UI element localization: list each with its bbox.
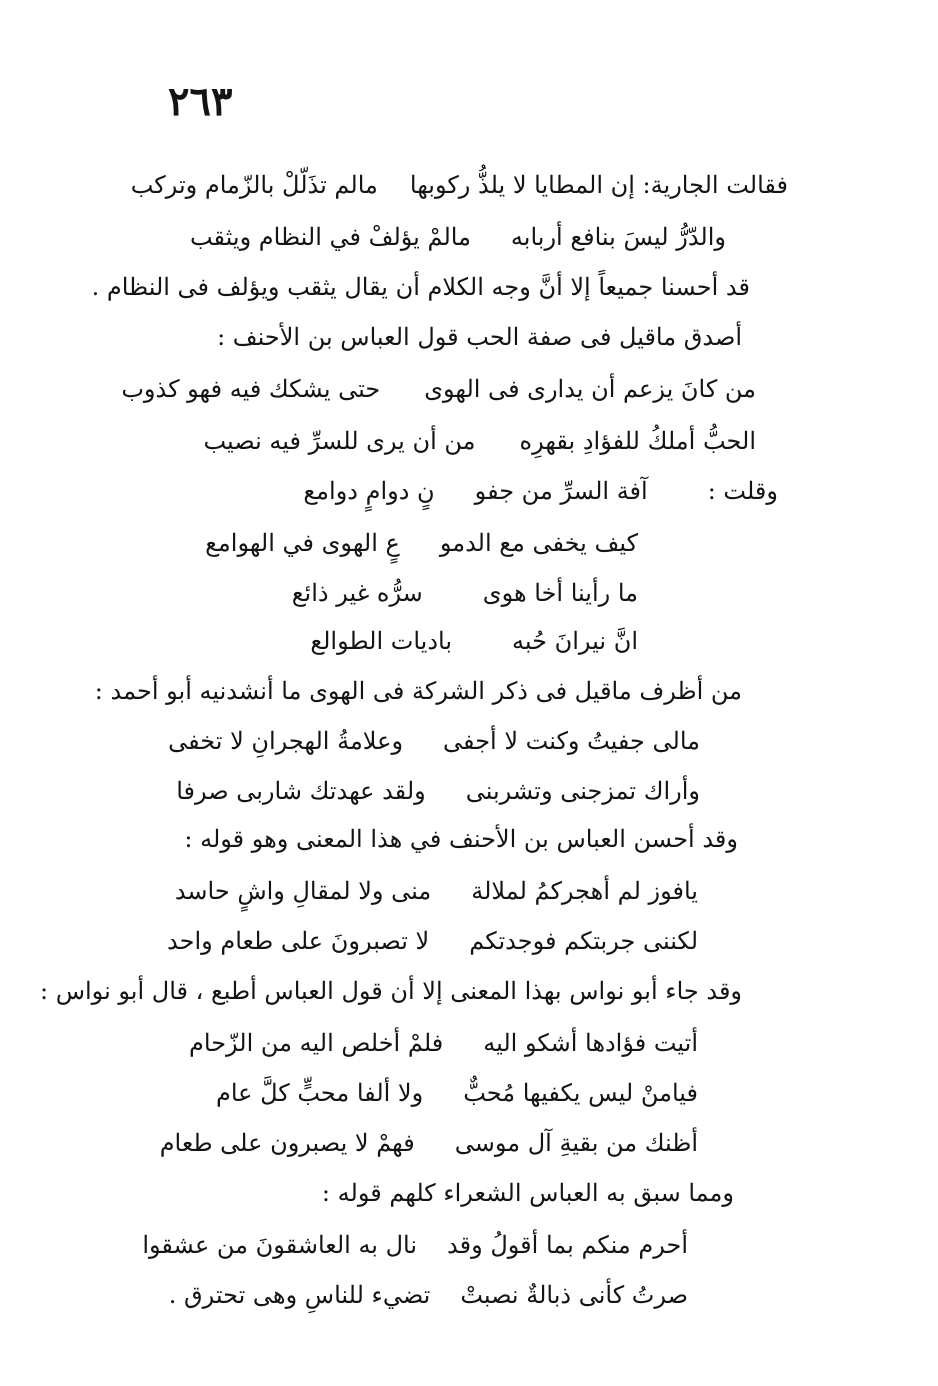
verse-10-first-hemistich: انَّ نيرانَ حُبه xyxy=(512,627,638,655)
verse-23-first-hemistich: صرتُ كأنى ذبالةٌ نصبتْ xyxy=(460,1281,688,1309)
verse-line-1 xyxy=(131,170,788,200)
verse-6-second-hemistich: من أن يرى للسرِّ فيه نصيب xyxy=(203,427,476,455)
verse-9-second-hemistich: سرُّه غير ذائع xyxy=(291,579,423,607)
heading-line-14: وقد أحسن العباس بن الأحنف في هذا المعنى وهو قوله : xyxy=(184,825,738,853)
verse-line-8 xyxy=(205,528,638,558)
verse-line-5 xyxy=(121,374,756,404)
heading-line-17: وقد جاء أبو نواس بهذا المعنى إلا أن قول العباس أطبع ، قال أبو نواس : xyxy=(40,977,742,1005)
heading-line-21: ومما سبق به العباس الشعراء كلهم قوله : xyxy=(321,1179,734,1207)
verse-8-first-hemistich: كيف يخفى مع الدمو xyxy=(439,529,638,557)
verse-13-second-hemistich: ولقد عهدتك شاربى صرفا xyxy=(176,777,426,805)
verse-15-first-hemistich: يافوز لم أهجركمُ لملالة xyxy=(471,877,698,905)
heading-line-4: أصدق ماقيل فى صفة الحب قول العباس بن الأحنف : xyxy=(217,323,742,351)
verse-18-second-hemistich: فلمْ أخلص اليه من الزّحام xyxy=(189,1029,444,1057)
verse-22-first-hemistich: أحرم منكم بما أقولُ وقد xyxy=(447,1231,688,1259)
verse-23-second-hemistich: تضيء للناسِ وهى تحترق . xyxy=(168,1281,431,1309)
verse-line-23 xyxy=(169,1280,688,1310)
verse-7-first-hemistich: آفة السرِّ من جفو xyxy=(474,477,648,505)
verse-7-second-hemistich: نٍ دوامٍ دوامع xyxy=(303,477,435,505)
verse-5-first-hemistich: من كانَ يزعم أن يدارى فى الهوى xyxy=(424,375,756,403)
verse-line-22 xyxy=(142,1230,688,1260)
verse-20-first-hemistich: أظنك من بقيةِ آل موسى xyxy=(454,1129,698,1157)
verse-1-first-hemistich: فقالت الجارية: إن المطايا لا يلذُّ ركوبها xyxy=(409,171,788,199)
verse-6-first-hemistich: الحبُّ أملكُ للفؤادِ بقهرِه xyxy=(519,427,756,455)
page-number: ٢٦٣ xyxy=(168,78,233,125)
verse-line-16 xyxy=(167,926,698,956)
verse-line-18 xyxy=(189,1028,698,1058)
verse-22-second-hemistich: نال به العاشقونَ من عشقوا xyxy=(142,1231,418,1259)
verse-15-second-hemistich: منى ولا لمقالِ واشٍ حاسد xyxy=(174,877,432,905)
verse-19-first-hemistich: فيامنْ ليس يكفيها مُحبٌّ xyxy=(463,1079,698,1107)
verse-line-13 xyxy=(176,776,700,806)
verse-1-second-hemistich: مالم تذَلّلْ بالزّمام وتركب xyxy=(130,171,378,199)
verse-13-first-hemistich: وأراك تمزجنى وتشربنى xyxy=(465,777,700,805)
verse-19-second-hemistich: ولا ألفا محبٍّ كلَّ عام xyxy=(215,1079,424,1107)
verse-2-second-hemistich: مالمْ يؤلفْ في النظام ويثقب xyxy=(189,223,471,251)
verse-12-second-hemistich: وعلامةُ الهجرانِ لا تخفى xyxy=(168,727,404,755)
verse-line-2 xyxy=(190,222,726,252)
verse-line-9 xyxy=(292,578,638,608)
verse-line-15 xyxy=(175,876,698,906)
prose-line-3: قد أحسنا جميعاً إلا أنَّ وجه الكلام أن يقال يثقب ويؤلف فى النظام . xyxy=(91,273,750,301)
heading-line-11: من أظرف ماقيل فى ذكر الشركة فى الهوى ما أنشدنيه أبو أحمد : xyxy=(94,677,742,705)
verse-line-6 xyxy=(203,426,756,456)
verse-2-first-hemistich: والدّرُّ ليسَ بنافع أربابه xyxy=(510,223,726,251)
verse-8-second-hemistich: عٍ الهوى في الهوامع xyxy=(205,529,400,557)
verse-line-10 xyxy=(310,626,638,656)
verse-12-first-hemistich: مالى جفيتُ وكنت لا أجفى xyxy=(443,727,700,755)
verse-5-second-hemistich: حتى يشكك فيه فهو كذوب xyxy=(121,375,381,403)
verse-10-second-hemistich: باديات الطوالع xyxy=(310,627,453,655)
verse-16-second-hemistich: لا تصبرونَ على طعام واحد xyxy=(167,927,430,955)
verse-line-7 xyxy=(303,476,778,506)
verse-20-second-hemistich: فهمْ لا يصبرون على طعام xyxy=(159,1129,415,1157)
verse-18-first-hemistich: أتيت فؤادها أشكو اليه xyxy=(483,1029,698,1057)
poem-intro-label: وقلت : xyxy=(707,477,778,505)
verse-line-12 xyxy=(168,726,700,756)
verse-line-20 xyxy=(160,1128,698,1158)
verse-9-first-hemistich: ما رأينا أخا هوى xyxy=(482,579,638,607)
verse-line-19 xyxy=(216,1078,698,1108)
verse-16-first-hemistich: لكننى جربتكم فوجدتكم xyxy=(469,927,698,955)
